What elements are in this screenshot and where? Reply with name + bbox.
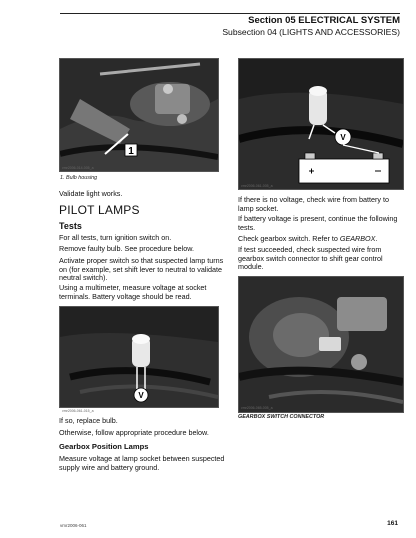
fig2-callout: V xyxy=(340,133,346,142)
gearbox-reference-link[interactable]: GEARBOX xyxy=(339,234,376,243)
right-para-3-prefix: Check gearbox switch. Refer to xyxy=(238,234,340,243)
bulb-housing-photo xyxy=(59,58,219,172)
pilot-lamps-heading: PILOT LAMPS xyxy=(59,203,140,217)
result-para-2: Otherwise, follow appropriate procedure below. xyxy=(59,428,209,437)
tests-para-4: Using a multimeter, measure voltage at socket terminals. Battery voltage should be read. xyxy=(59,283,207,301)
right-para-3 xyxy=(238,235,402,244)
right-para-4: If test succeeded, check suspected wire from gearbox switch connector to shift gear control module. xyxy=(238,245,383,272)
lamp-socket-photo xyxy=(59,306,219,408)
header-rule xyxy=(60,13,400,14)
right-para-3-suffix: . xyxy=(375,234,378,243)
tests-para-3: Activate proper switch so that suspected lamp turns on (for example, set shift lever to neutral to validate neutral switch). xyxy=(59,256,224,283)
subsection-title: Subsection 04 (LIGHTS AND ACCESSORIES) xyxy=(222,27,400,37)
tests-para-1: For all tests, turn ignition switch on. xyxy=(59,233,172,242)
fig4-id: vmr2006-065-005_a xyxy=(241,406,273,410)
page-number: 161 xyxy=(387,520,398,527)
fig1-id: vmr2006-014-005_a xyxy=(62,166,94,170)
fig1-legend: 1. Bulb housing xyxy=(60,175,98,181)
fig3-callout: V xyxy=(138,391,144,400)
tests-heading: Tests xyxy=(59,221,82,231)
fig4-caption: GEARBOX SWITCH CONNECTOR xyxy=(238,414,325,420)
footer-doc-id: vmr2006-061 xyxy=(60,523,87,528)
section-title: Section 05 ELECTRICAL SYSTEM xyxy=(248,15,400,26)
lamp-socket-battery-photo xyxy=(238,58,404,190)
gearbox-switch-connector-photo xyxy=(238,276,404,413)
result-para-1: If so, replace bulb. xyxy=(59,416,118,425)
fig1-callout: 1 xyxy=(128,146,134,157)
right-para-2: If battery voltage is present, continue the following tests. xyxy=(238,214,398,232)
fig2-id: vmr2006-061-005_a xyxy=(241,184,273,188)
gearbox-lamps-heading: Gearbox Position Lamps xyxy=(59,442,149,451)
gearbox-lamps-para: Measure voltage at lamp socket between suspected supply wire and battery ground. xyxy=(59,454,225,472)
tests-para-2: Remove faulty bulb. See procedure below. xyxy=(59,244,195,253)
fig3-id: vmr2006-061-015_a xyxy=(62,409,94,413)
right-para-1: If there is no voltage, check wire from battery to lamp socket. xyxy=(238,195,390,213)
validate-text: Validate light works. xyxy=(59,189,123,198)
